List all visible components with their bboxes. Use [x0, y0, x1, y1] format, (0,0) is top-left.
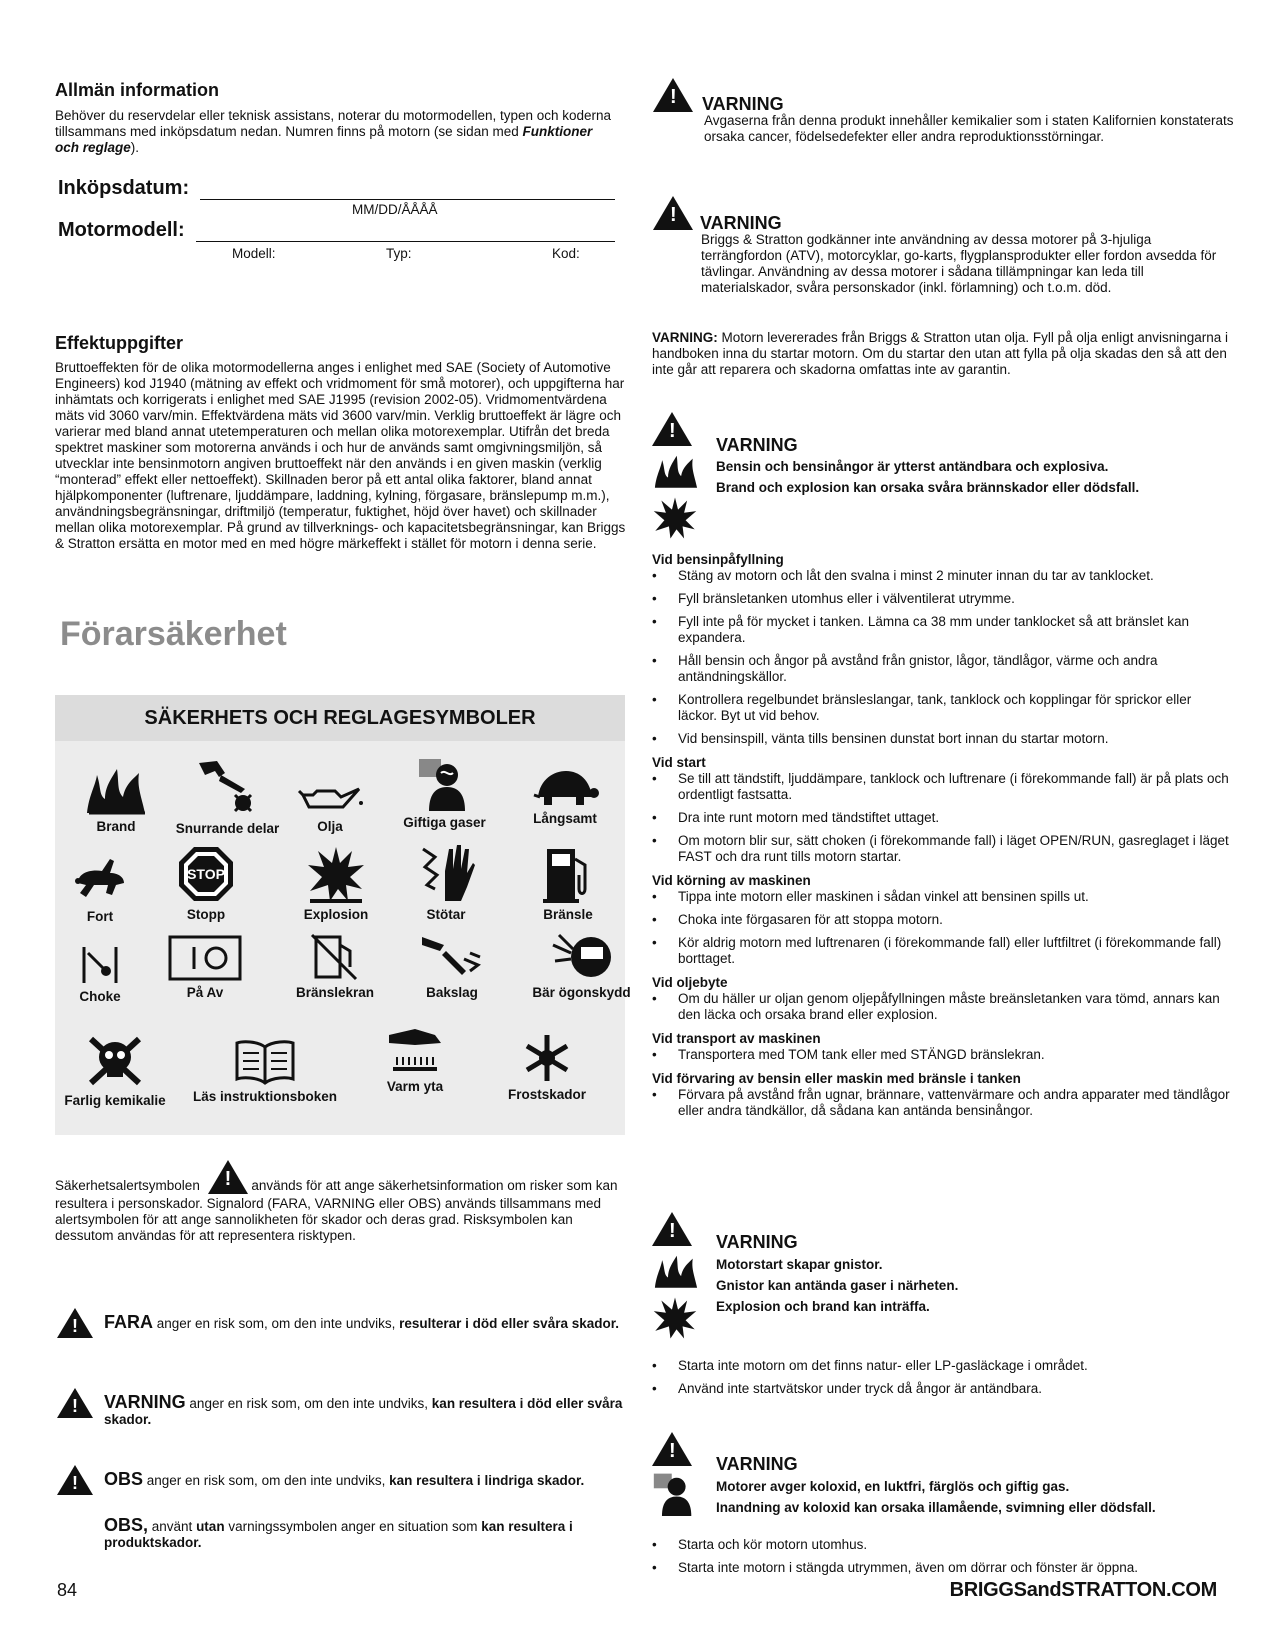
fuel-pump-icon [543, 845, 593, 903]
engine-model-label: Motormodell: [58, 219, 185, 241]
model-label: Modell: [232, 246, 276, 261]
warn5-word: VARNING [716, 1454, 798, 1474]
warn5-lines: Motorer avger koloxid, en luktfri, färglös och giftig gas. Inandning av koloxid kan orsaka illamående, svimning eller dödsfall. [716, 1479, 1156, 1515]
symbols-heading: SÄKERHETS OCH REGLAGESYMBOLER [55, 695, 625, 741]
kickback-icon [420, 931, 484, 981]
general-heading: Allmän information [55, 80, 220, 100]
symbol-fuel: Bränsle [508, 845, 628, 923]
fuel-valve-icon [310, 931, 360, 981]
fara-icon [57, 1308, 93, 1342]
warn3-lines: Bensin och bensinångor är ytterst antändbara och explosiva. Brand och explosion kan orsaka svåra brännskador eller dödsfall. [716, 459, 1140, 495]
alert-triangle-icon [208, 1160, 248, 1194]
safety-title: Förarsäkerhet [60, 615, 287, 653]
symbol-frostbite: Frostskador [487, 1033, 607, 1103]
rabbit-icon [72, 855, 128, 905]
skull-crossbones-icon [85, 1033, 145, 1089]
page-number: 84 [57, 1580, 78, 1600]
symbol-fire: Brand [56, 765, 176, 835]
symbol-choke: Choke [40, 945, 160, 1005]
obs-icon [57, 1465, 93, 1499]
fire-icon [83, 765, 149, 815]
warn4-icons [652, 1212, 700, 1340]
symbol-oil: Olja [280, 781, 380, 835]
obs-text: OBS anger en risk som, om den inte undviks, kan resultera i lindriga skador. [104, 1469, 585, 1489]
electric-shock-icon [415, 841, 477, 903]
oil-can-icon [295, 781, 365, 815]
choke-icon [80, 945, 120, 985]
warn3-word: VARNING [716, 435, 798, 455]
symbol-hot-surface: Varm yta [355, 1025, 475, 1095]
symbol-explosion: Explosion [276, 845, 396, 923]
start-list: • Se till att tändstift, ljuddämpare, tanklock och luftrenare (i förekommande fall) är på plats och ordentligt fastsatta. • Dra inte runt motorn med tändstiftet uttaget. • Om motorn blir sur, sätt choken (i förekommande fall) i läget OPEN/RUN, gasreglaget i läget FAST och dra runt tills motorn startar. [652, 771, 1232, 865]
power-text: Bruttoeffekten för de olika motormodellerna anges i enlighet med SAE (Society of Automotive Engineers) kod J1940 (mätning av effekt och vridmoment för små motorer), och uppgifterna har inhämtats och korrigerats i enlighet med SAE J1995 (revision 2002-05). Vridmomentvärdena mäts vid 3060 varv/min. Effektvärdena mäts vid 3600 varv/min. Verklig bruttoeffekt är lägre och varierar med bland annat utetemperaturen och mellan olika motorexemplar. Utifrån det breda spektret maskiner som motorerna används i och hur de används samt omgivningsmiljön, så utvecklar inte bensinmotorn angiven bruttoeffekt när den används i en given maskin (verklig “monterad” effekt eller nettoeffekt). Skillnaden beror på ett antal olika faktorer, bland annat hjälpkomponenter (luftrenare, ljuddämpare, laddning, kylning, förgasare, bränslepump m.m.), användningsbegränsningar, driftmiljö (temperatur, fuktighet, höjd över havet) och skillnader mellan olika motorexemplar. På grund av tillverknings- och kapacitetsbegränsningar, kan Briggs & Stratton ersätta en motor med en med högre märkeffekt i stället för motorn i denna serie. [55, 360, 626, 551]
on-off-icon [168, 935, 242, 981]
purchase-date-label: Inköpsdatum: [58, 177, 190, 199]
stop-sign-text: STOP [187, 866, 225, 882]
snowflake-icon [522, 1033, 572, 1083]
warn1-word: VARNING [702, 94, 784, 114]
type-label: Typ: [386, 246, 412, 261]
hot-surface-icon [385, 1025, 445, 1075]
symbol-shock: Stötar [386, 841, 506, 923]
general-intro: Behöver du reservdelar eller teknisk assistans, noterar du motormodellen, typen och koderna tillsammans med inköpsdatum nedan. Numren finns på motorn (se sidan med Funktioner och reglage). [55, 108, 612, 155]
engine-model-line [196, 241, 615, 242]
symbol-fuel-valve: Bränslekran [270, 931, 400, 1001]
symbol-toxic-gases: Giftiga gaser [377, 757, 512, 831]
explosion-icon [652, 1296, 698, 1340]
symbol-slow: Långsamt [505, 767, 625, 827]
symbol-eye-protection: Bär ögonskydd [514, 931, 649, 1001]
transport-list: • Transportera med TOM tank eller med STÄNGD bränslekran. [652, 1047, 1232, 1063]
power-heading: Effektuppgifter [55, 333, 183, 353]
fara-text: FARA anger en risk som, om den inte undviks, resulterar i död eller svåra skador. [104, 1312, 619, 1332]
toxic-gas-icon [652, 1472, 698, 1516]
warn2-word: VARNING [700, 213, 782, 233]
stop-sign-icon [177, 845, 235, 903]
refuel-list: • Stäng av motorn och låt den svalna i minst 2 minuter innan du tar av tanklocket. • Fyll bränsletanken utomhus eller i välventilerat utrymme. • Fyll inte på för mycket i tanken. Lämna ca 38 mm under tanklocket så att bränslet kan expandera. • Håll bensin och ångor på avstånd från gnistor, lågor, tändlågor, värme och andra antändningskällor. • Kontrollera regelbundet bränsleslangar, tank, tanklock och kopplingar för sprickor eller läckor. Byt ut vid behov. • Vid bensinspill, vänta tills bensinen dunstat bort innan du startar motorn. [652, 568, 1232, 747]
footer-brand: BRIGGSandSTRATTON.COM [949, 1579, 1217, 1601]
warn4-list: • Starta inte motorn om det finns natur- eller LP-gasläckage i området. • Använd inte startvätskor under tryck då ångor är antändbara. [652, 1358, 1232, 1404]
fire-icon [652, 1252, 700, 1290]
warn2-icon [653, 196, 693, 234]
symbol-kickback: Bakslag [392, 931, 512, 1001]
warn1-text: Avgaserna från denna produkt innehåller kemikalier som i staten Kalifornien konstaterats orsaka cancer, födelsedefekter eller andra reproduktionsstörningar. [704, 113, 1234, 144]
warn5-icons [652, 1432, 698, 1516]
symbol-on-off: På Av [145, 935, 265, 1001]
warn4-lines: Motorstart skapar gnistor. Gnistor kan antända gaser i närheten. Explosion och brand kan inträffa. [716, 1257, 959, 1314]
symbol-fast: Fort [40, 855, 160, 925]
warn1-icon [653, 78, 693, 116]
symbol-read-manual: Läs instruktionsboken [190, 1039, 340, 1105]
symbol-stop: STOP Stopp [146, 845, 266, 923]
fuel-safety: Vid bensinpåfyllning • Stäng av motorn och låt den svalna i minst 2 minuter innan du tar av tanklocket. • Fyll bränsletanken utomhus eller i välventilerat utrymme. • Fyll inte på för mycket i tanken. Lämna ca 38 mm under tanklocket så att bränslet kan expandera. • Håll bensin och ångor på avstånd från gnistor, lågor, tändlågor, värme och andra antändningskällor. • Kontrollera regelbundet bränsleslangar, tank, tanklock och kopplingar för sprickor eller läckor. Byt ut vid behov. • Vid bensinspill, vänta tills bensinen dunstat bort innan du startar motorn. Vid start • Se till att tändstift, ljuddämpare, tanklock och luftrenare (i förekommande fall) är på plats och ordentligt fastsatta. • Dra inte runt motorn med tändstiftet uttaget. • Om motorn blir sur, sätt choken (i förekommande fall) i läget OPEN/RUN, gasreglaget i läget FAST och dra runt tills motorn startar. Vid körning av maskinen • Tippa inte motorn eller maskinen i sådan vinkel att bensinen spills ut. • Choka inte förgasaren för att stoppa motorn. • Kör aldrig motorn med luftrenaren (i förekommande fall) eller luftfiltret (i förekommande fall) borttaget. Vid oljebyte • Om du häller ur oljan genom oljepåfyllningen måste breänsletanken vara tömd, annars kan den läcka och orsaka brand eller explosion. Vid transport av maskinen • Transportera med TOM tank eller med STÄNGD bränslekran. Vid förvaring av bensin eller maskin med bränsle i tanken • Förvara på avstånd från ugnar, brännare, vattenvärmare och andra apparater med tändlågor eller andra tändkällor, då sådana kan antända bensinångor. [652, 552, 1232, 1126]
alert-symbol-text: Säkerhetsalertsymbolen ! används för att ange säkerhetsinformation om risker som kan resultera i personskador. Signalord (FARA, VARNING eller OBS) används tillsammans med alertsymbolen för att ange sannolikheten för skador och deras grad. Risksymbolen kan dessutom användas för att representera risktypen. [55, 1178, 627, 1244]
date-format: MM/DD/ÅÅÅÅ [352, 202, 438, 217]
operating-list: • Tippa inte motorn eller maskinen i sådan vinkel att bensinen spills ut. • Choka inte förgasaren för att stoppa motorn. • Kör aldrig motorn med luftrenaren (i förekommande fall) eller luftfiltret (i förekommande fall) borttaget. [652, 889, 1232, 967]
symbols-box [55, 695, 631, 1135]
code-label: Kod: [552, 246, 580, 261]
fire-icon [652, 452, 700, 490]
warn3-icons [652, 412, 700, 540]
warn4-word: VARNING [716, 1232, 798, 1252]
obs-product-text: OBS, använt utan varningssymbolen anger en situation som kan resultera i produktskador. [104, 1515, 573, 1550]
turtle-icon [530, 767, 600, 807]
explosion-icon [306, 845, 366, 903]
toxic-gas-icon [417, 757, 473, 811]
symbol-rotating-parts: Snurrande delar [155, 759, 300, 837]
varning-text: VARNING anger en risk som, om den inte undviks, kan resultera i död eller svåra skador. [104, 1392, 623, 1427]
symbol-hazardous-chemical: Farlig kemikalie [55, 1033, 175, 1109]
oil-warning: VARNING: Motorn levererades från Briggs & Stratton utan olja. Fyll på olja enligt anvisningarna i handboken inna du startar motorn. Om du startar den utan att fylla på olja skadas den så att den inte går att reparera och skadorna omfattas inte av garantin. [652, 330, 1229, 377]
oil-change-list: • Om du häller ur oljan genom oljepåfyllningen måste breänsletanken vara tömd, annars kan den läcka och orsaka brand eller explosion. [652, 991, 1232, 1023]
warn2-text: Briggs & Stratton godkänner inte användning av dessa motorer på 3-hjuliga terrängfordon (ATV), motorcyklar, go-karts, flygplansprodukter eller fordon avsedda för tävlingar. Användning av dessa motorer i sådana tillämpningar kan leda till materialskador, svåra personskador (inkl. förlamning) och t.o.m. död. [701, 232, 1217, 295]
varning-icon [57, 1388, 93, 1422]
open-book-icon [233, 1039, 297, 1085]
purchase-date-line [200, 199, 615, 200]
warn5-list: • Starta och kör motorn utomhus. • Starta inte motorn i stängda utrymmen, även om dörrar och fönster är öppna. [652, 1537, 1232, 1583]
explosion-icon [652, 496, 698, 540]
eye-protection-icon [551, 931, 613, 981]
rotating-parts-icon [195, 759, 261, 817]
storage-list: • Förvara på avstånd från ugnar, brännare, vattenvärmare och andra apparater med tändlågor eller andra tändkällor, då sådana kan antända bensinångor. [652, 1087, 1232, 1119]
